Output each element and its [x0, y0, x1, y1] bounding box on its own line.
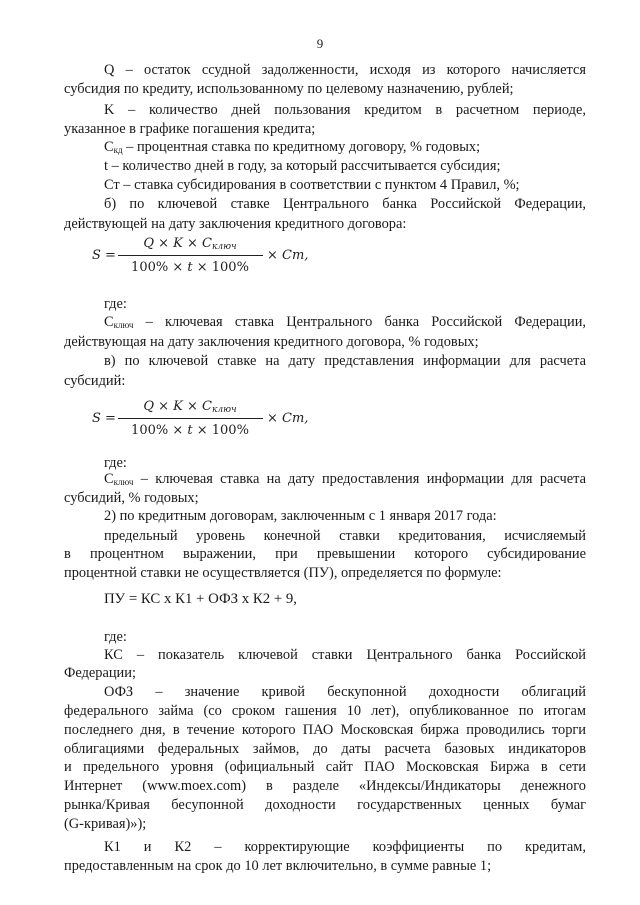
text-line: облигациями федеральных займов, до даты расчета базовых индикаторов [64, 741, 586, 757]
text-line: КС – показатель ключевой ставки Центрального банка Российской [104, 647, 586, 663]
text-line: б) по ключевой ставке Центрального банка Российской Федерации, [104, 196, 586, 212]
text-line: субсидия по кредиту, использованному по целевому назначению, рублей; [64, 81, 514, 97]
text-line: и предельного уровня (официальный сайт ПАО Московская Биржа в сети [64, 759, 586, 775]
formula-pu: ПУ = КС х К1 + ОФЗ х К2 + 9, [104, 591, 297, 607]
text-line: предоставленным на срок до 10 лет включительно, в сумме равные 1; [64, 858, 492, 874]
text-line: K – количество дней пользования кредитом в расчетном периоде, [104, 102, 586, 118]
text-line: субсидий: [64, 373, 126, 389]
text-line: в процентном выражении, при превышении которого субсидирование [64, 546, 586, 562]
text-line: $С_{ключ}$ – ключевая ставка Центрального банка Российской Федерации, [104, 314, 586, 330]
formula-subsidy-key-rate-contract: S = $Q \times K \times C_{ключ}$ 100% × t × 100% × Cm, [92, 236, 309, 275]
formula-subsidy-key-rate-info-date: S = $Q \times K \times C_{ключ}$ 100% × t × 100% × Cm, [92, 399, 309, 438]
text-line: 2) по кредитным договорам, заключенным с 1 января 2017 года: [104, 508, 497, 524]
text-line: указанное в графике погашения кредита; [64, 121, 316, 137]
text-line: Ст – ставка субсидирования в соответствии с пунктом 4 Правил, %; [104, 177, 520, 193]
text-line: рынка/Кривая бесупонной доходности государственных ценных бумаг [64, 797, 586, 813]
text-line: Q – остаток ссудной задолженности, исходя из которого начисляется [104, 62, 586, 78]
text-line: Федерации; [64, 665, 136, 681]
text-line: процентной ставки не осуществляется (ПУ), определяется по формуле: [64, 565, 502, 581]
page-number: 9 [316, 36, 324, 51]
text-line: где: [104, 296, 127, 312]
text-line: ОФЗ – значение кривой бескупонной доходности облигаций [104, 684, 586, 700]
fraction-bar [118, 255, 263, 256]
text-line: (G-кривая)»); [64, 816, 147, 832]
text-line: действующая на дату заключения кредитного договора, % годовых; [64, 334, 479, 350]
text-line: федерального займа (со сроком гашения 10 лет), опубликованное по итогам [64, 703, 586, 719]
text-line: где: [104, 455, 127, 471]
text-line: Интернет (www.moex.com) в разделе «Индексы/Индикаторы денежного [64, 778, 586, 794]
text-line: предельный уровень конечной ставки кредитования, исчисляемый [104, 528, 586, 544]
text-line: где: [104, 629, 127, 645]
text-line: К1 и К2 – корректирующие коэффициенты по кредитам, [104, 839, 586, 855]
text-line: действующей на дату заключения кредитного договора: [64, 216, 407, 232]
text-line: субсидий, % годовых; [64, 490, 199, 506]
fraction-bar [118, 418, 263, 419]
text-line: последнего дня, в течение которого ПАО Московская биржа проводились торги [64, 722, 586, 738]
text-line: в) по ключевой ставке на дату представления информации для расчета [104, 353, 586, 369]
text-line: $С_{кд}$ – процентная ставка по кредитному договору, % годовых; [104, 139, 481, 155]
text-line: $С_{ключ}$ – ключевая ставка на дату предоставления информации для расчета [104, 471, 586, 487]
text-line: t – количество дней в году, за который рассчитывается субсидия; [104, 158, 501, 174]
